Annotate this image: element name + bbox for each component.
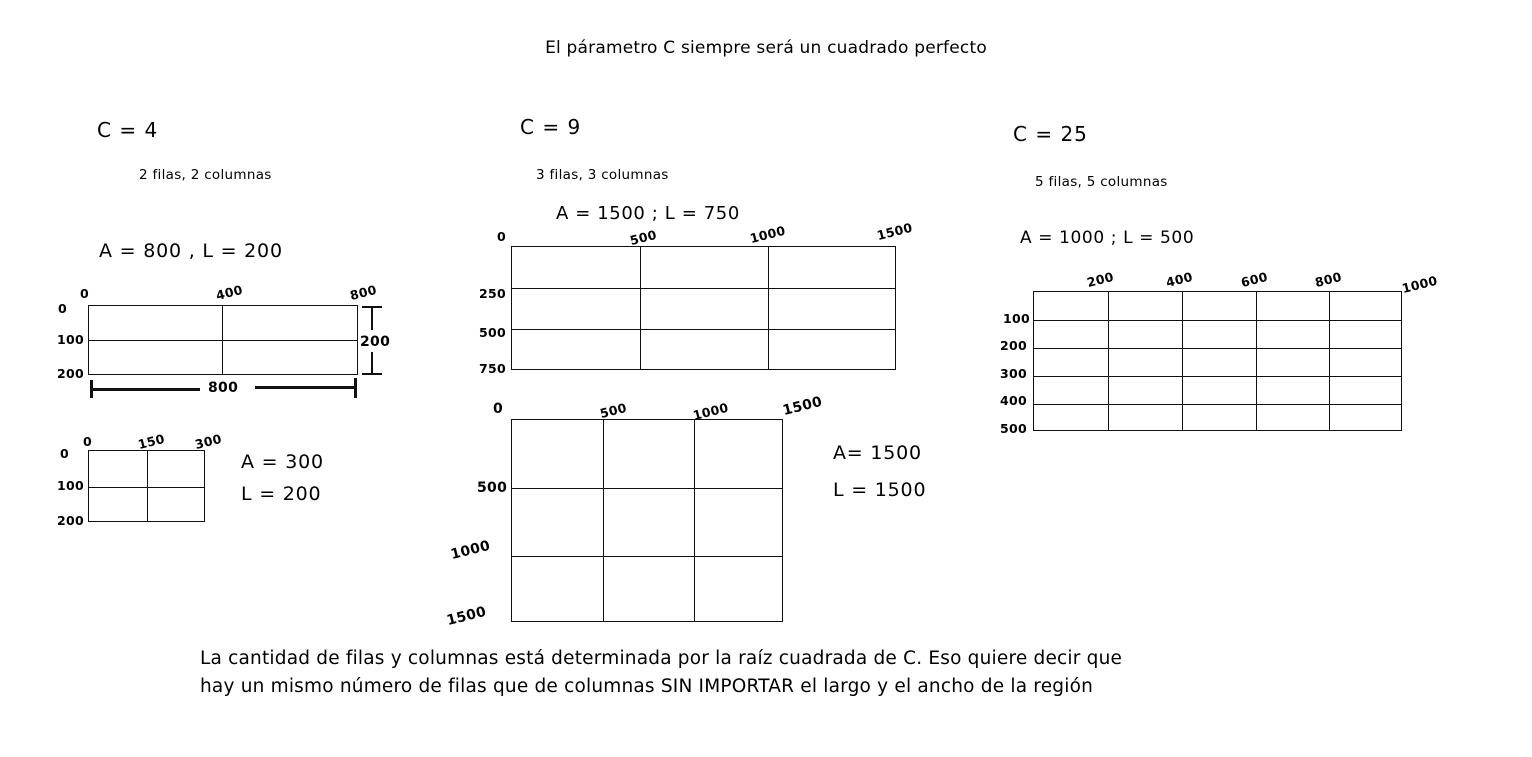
tick-x-label: 800 <box>1313 268 1344 290</box>
tick-y-label: 500 <box>477 480 508 496</box>
grid-line-horizontal <box>89 487 204 488</box>
equation-c9-grid1: A = 1500 ; L = 750 <box>556 203 740 224</box>
tick-x-label: 1000 <box>1400 272 1439 296</box>
dimension-line-width-left <box>90 388 200 391</box>
tick-y-label: 750 <box>479 361 506 376</box>
tick-y-label: 200 <box>1000 338 1027 353</box>
grid-line-horizontal <box>512 288 895 289</box>
dimension-tick-right <box>354 378 357 398</box>
tick-y-label: 500 <box>479 325 506 340</box>
dimension-width-label: 800 <box>208 380 239 396</box>
grid-line-horizontal <box>512 488 782 489</box>
tick-x-label: 0 <box>493 401 504 417</box>
grid-line-horizontal <box>89 340 357 341</box>
tick-x-label: 500 <box>628 226 659 248</box>
grid-c4-b <box>88 450 205 522</box>
tick-x-label: 150 <box>136 430 167 452</box>
grid-line-vertical <box>640 247 641 369</box>
footer-line-2: hay un mismo número de filas que de columnas SIN IMPORTAR el largo y el ancho de la región <box>200 675 1094 697</box>
page-title: El párametro C siempre será un cuadrado perfecto <box>545 38 987 58</box>
tick-x-label: 1500 <box>875 219 914 243</box>
grid-line-horizontal <box>1034 376 1401 377</box>
footer-note <box>200 645 1350 701</box>
grid-line-vertical <box>768 247 769 369</box>
tick-y-label: 500 <box>1000 421 1027 436</box>
grid-line-vertical <box>1256 292 1257 430</box>
grid-line-vertical <box>147 451 148 521</box>
tick-y-label: 200 <box>57 513 84 528</box>
tick-x-label: 1000 <box>691 399 730 423</box>
equation-c4-grid1: A = 800 , L = 200 <box>99 240 283 262</box>
tick-y-label: 0 <box>60 446 69 461</box>
tick-y-label: 1000 <box>449 537 492 563</box>
grid-line-horizontal <box>1034 348 1401 349</box>
tick-y-label: 100 <box>57 332 84 347</box>
equation-c9-grid2-a: A= 1500 <box>833 442 922 464</box>
tick-y-label: 100 <box>1003 311 1030 326</box>
equation-c9-grid2-l: L = 1500 <box>833 479 927 501</box>
tick-x-label: 500 <box>598 399 629 421</box>
section-label-c9: C = 9 <box>520 115 582 139</box>
dimension-height-label: 200 <box>360 334 391 350</box>
grid-line-vertical <box>1182 292 1183 430</box>
tick-x-label: 1000 <box>748 222 787 246</box>
tick-x-label: 400 <box>214 281 245 303</box>
tick-y-label: 200 <box>57 366 84 381</box>
tick-x-label: 1500 <box>781 393 824 419</box>
grid-line-horizontal <box>1034 320 1401 321</box>
tick-x-label: 0 <box>80 286 89 301</box>
grid-line-vertical <box>1108 292 1109 430</box>
equation-c4-grid2-a: A = 300 <box>241 451 324 473</box>
grid-c4-a <box>88 305 358 375</box>
section-sub-c4: 2 filas, 2 columnas <box>139 167 272 183</box>
grid-c9-a <box>511 246 896 370</box>
dimension-tick-bottom <box>362 373 382 375</box>
tick-y-label: 400 <box>1000 393 1027 408</box>
tick-y-label: 1500 <box>445 603 488 629</box>
tick-y-label: 0 <box>58 301 67 316</box>
grid-line-vertical <box>1329 292 1330 430</box>
tick-y-label: 300 <box>1000 366 1027 381</box>
grid-line-vertical <box>603 420 604 621</box>
footer-line-1: La cantidad de filas y columnas está determinada por la raíz cuadrada de C. Eso quiere decir que <box>200 648 1123 669</box>
tick-x-label: 0 <box>497 229 506 244</box>
grid-line-horizontal <box>1034 404 1401 405</box>
dimension-line-height-lower <box>371 352 373 374</box>
tick-x-label: 800 <box>348 281 379 303</box>
section-label-c4: C = 4 <box>97 118 159 142</box>
tick-x-label: 400 <box>1164 268 1195 290</box>
tick-y-label: 100 <box>57 478 84 493</box>
grid-line-horizontal <box>512 329 895 330</box>
dimension-line-width-right <box>255 386 355 389</box>
grid-line-horizontal <box>512 556 782 557</box>
tick-x-label: 300 <box>193 430 224 452</box>
tick-x-label: 600 <box>1239 268 1270 290</box>
section-label-c25: C = 25 <box>1013 122 1088 146</box>
tick-x-label: 0 <box>83 434 92 449</box>
section-sub-c25: 5 filas, 5 columnas <box>1035 174 1168 190</box>
dimension-line-height-upper <box>371 308 373 330</box>
grid-c9-b <box>511 419 783 622</box>
grid-line-vertical <box>694 420 695 621</box>
equation-c4-grid2-l: L = 200 <box>241 483 322 505</box>
tick-x-label: 200 <box>1085 268 1116 290</box>
tick-y-label: 250 <box>479 286 506 301</box>
section-sub-c9: 3 filas, 3 columnas <box>536 167 669 183</box>
equation-c25-grid1: A = 1000 ; L = 500 <box>1020 228 1195 248</box>
grid-c25-a <box>1033 291 1402 431</box>
